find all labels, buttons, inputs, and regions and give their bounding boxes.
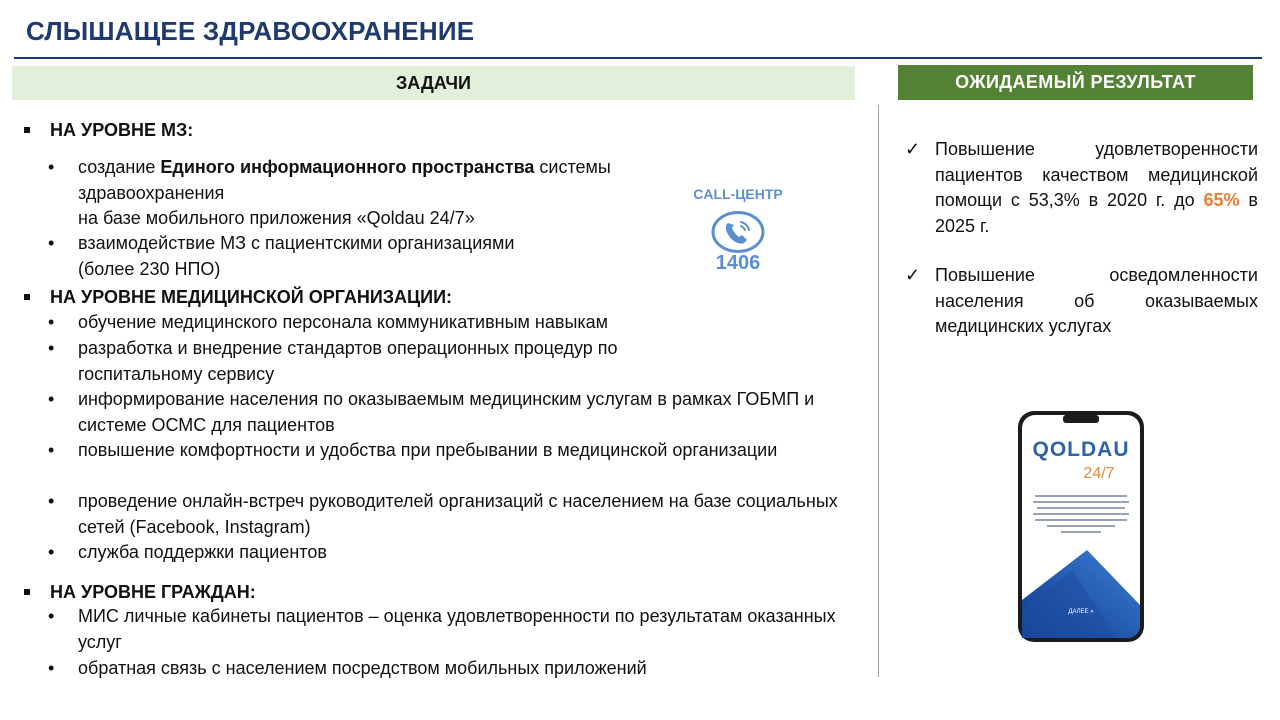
section-heading-ministry (28, 120, 193, 141)
result-highlight: 65% (1203, 190, 1240, 210)
list-item: • служба поддержки пациентов (78, 540, 718, 566)
list-item: • МИС личные кабинеты пациентов – оценка удовлетворенности по результатам оказанных услуг (78, 604, 873, 655)
item-bold-text: Единого информационного пространства (160, 157, 535, 177)
list-item: • обратная связь с населением посредством мобильных приложений (78, 656, 798, 682)
result-text: в 2025 г. (935, 190, 1258, 236)
checkmark-icon: ✓ (905, 265, 921, 285)
results-header: ОЖИДАЕМЫЙ РЕЗУЛЬТАТ (898, 65, 1253, 100)
phone-next-button: ДАЛЕЕ » (1068, 609, 1094, 615)
column-divider (878, 105, 879, 677)
section-heading-medical-org (28, 287, 452, 308)
list-item (78, 155, 718, 232)
phone-brand-suffix: 24/7 (1083, 465, 1115, 482)
item-text: (более 230 НПО) (78, 258, 221, 279)
result-item (905, 137, 1258, 239)
list-item: • проведение онлайн-встреч руководителей организаций с населением на базе социальных сетей (Facebook, Instagram) (78, 489, 868, 540)
checkmark-icon: ✓ (905, 139, 921, 159)
tasks-header: ЗАДАЧИ (12, 66, 855, 100)
title-underline (14, 57, 1262, 59)
item-text: взаимодействие МЗ с пациентскими организациями (78, 233, 515, 253)
callcenter-block (680, 186, 796, 275)
result-text: Повышение осведомленности населения об оказываемых медицинских услугах (935, 265, 1258, 336)
phone-brand-name: QOLDAU (1032, 438, 1130, 461)
page-title: СЛЫШАЩЕЕ ЗДРАВООХРАНЕНИЕ (26, 16, 475, 46)
section-heading-citizens-label: НА УРОВНЕ ГРАЖДАН: (50, 582, 256, 602)
phone-handset-icon (711, 210, 765, 254)
item-text: создание (78, 157, 161, 177)
list-item: • обучение медицинского персонала коммуникативным навыкам (78, 310, 718, 336)
item-text: на базе мобильного приложения «Qoldau 24/7» (78, 208, 475, 228)
results-column (905, 137, 1258, 364)
callcenter-number: 1406 (715, 252, 761, 274)
section-heading-ministry-label: НА УРОВНЕ МЗ: (50, 120, 194, 140)
result-text: Повышение удовлетворенности пациентов качеством медицинской помощи с 53,3% в 2020 г. до (935, 139, 1258, 210)
list-item: • информирование населения по оказываемым медицинским услугам в рамках ГОБМП и системе ОСМС для пациентов (78, 387, 858, 438)
item-text: системы здравоохранения (78, 157, 611, 203)
list-item: • разработка и внедрение стандартов операционных процедур по госпитальному сервису (78, 336, 728, 387)
phone-mockup-image (1017, 410, 1145, 643)
list-item (78, 231, 638, 282)
result-item (905, 263, 1258, 340)
list-item: • повышение комфортности и удобства при пребывании в медицинской организации (78, 438, 778, 464)
callcenter-label: CALL-ЦЕНТР (693, 186, 783, 202)
section-heading-citizens (28, 582, 256, 603)
section-heading-medical-org-label: НА УРОВНЕ МЕДИЦИНСКОЙ ОРГАНИЗАЦИИ: (50, 287, 453, 307)
